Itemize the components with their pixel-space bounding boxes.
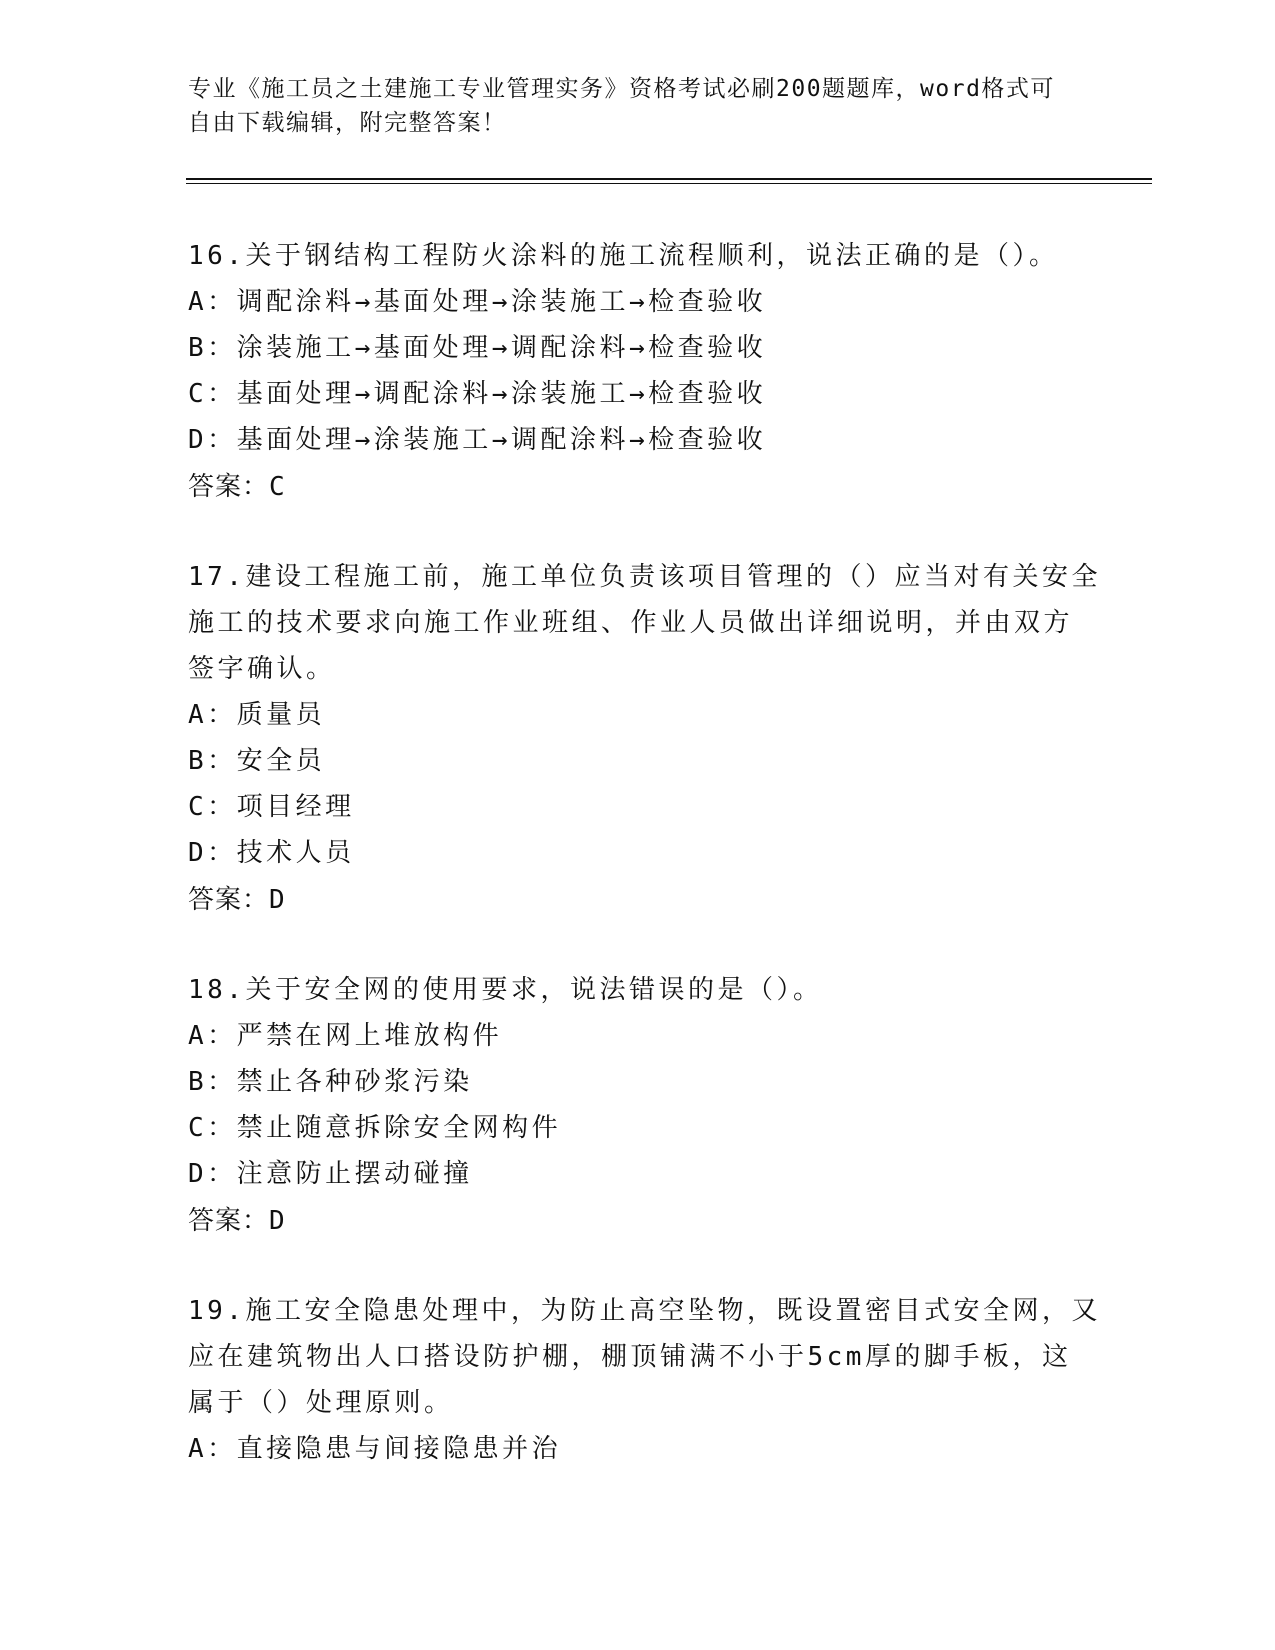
option-a: A：质量员 <box>188 700 326 730</box>
option-d: D：注意防止摆动碰撞 <box>188 1159 473 1189</box>
answer-line <box>188 1197 1088 1244</box>
question-text: 属于（）处理原则。 <box>188 1388 454 1418</box>
option-b: B：涂装施工→基面处理→调配涂料→检查验收 <box>188 333 767 363</box>
answer-line <box>188 463 1088 510</box>
question-text: 18.关于安全网的使用要求，说法错误的是（）。 <box>188 975 823 1005</box>
question-text: 19.施工安全隐患处理中，为防止高空坠物，既设置密目式安全网，又 <box>188 1296 1101 1326</box>
question-17 <box>188 554 1101 923</box>
option-d: D：技术人员 <box>188 838 355 868</box>
header-line: 专业《施工员之土建施工专业管理实务》资格考试必刷200题题库，word格式可 <box>188 76 1055 102</box>
question-16 <box>188 233 1088 510</box>
answer-value: C <box>269 472 286 502</box>
option-c: C：基面处理→调配涂料→涂装施工→检查验收 <box>188 379 767 409</box>
answer-value: D <box>269 1206 286 1236</box>
option-d: D：基面处理→涂装施工→调配涂料→检查验收 <box>188 425 767 455</box>
answer-line <box>188 876 1088 923</box>
question-list <box>188 233 1101 1516</box>
option-a: A：调配涂料→基面处理→涂装施工→检查验收 <box>188 287 767 317</box>
question-text: 施工的技术要求向施工作业班组、作业人员做出详细说明，并由双方 <box>188 608 1074 638</box>
question-18 <box>188 967 1088 1244</box>
answer-value: D <box>269 885 286 915</box>
header-divider-thick <box>186 178 1152 180</box>
answer-label: 答案： <box>188 471 270 501</box>
document-header <box>188 72 1078 140</box>
option-a: A：严禁在网上堆放构件 <box>188 1021 503 1051</box>
question-text: 16.关于钢结构工程防火涂料的施工流程顺利，说法正确的是（）。 <box>188 241 1059 271</box>
option-b: B：安全员 <box>188 746 326 776</box>
option-c: C：禁止随意拆除安全网构件 <box>188 1113 562 1143</box>
header-divider-thin <box>186 183 1152 184</box>
answer-label: 答案： <box>188 884 270 914</box>
question-text: 签字确认。 <box>188 654 336 684</box>
option-c: C：项目经理 <box>188 792 355 822</box>
question-text: 17.建设工程施工前，施工单位负责该项目管理的（）应当对有关安全 <box>188 562 1101 592</box>
answer-label: 答案： <box>188 1205 270 1235</box>
question-text: 应在建筑物出人口搭设防护棚，棚顶铺满不小于5cm厚的脚手板，这 <box>188 1342 1072 1372</box>
option-b: B：禁止各种砂浆污染 <box>188 1067 473 1097</box>
option-a: A：直接隐患与间接隐患并治 <box>188 1434 562 1464</box>
header-line: 自由下载编辑，附完整答案！ <box>188 110 507 136</box>
question-19 <box>188 1288 1101 1472</box>
